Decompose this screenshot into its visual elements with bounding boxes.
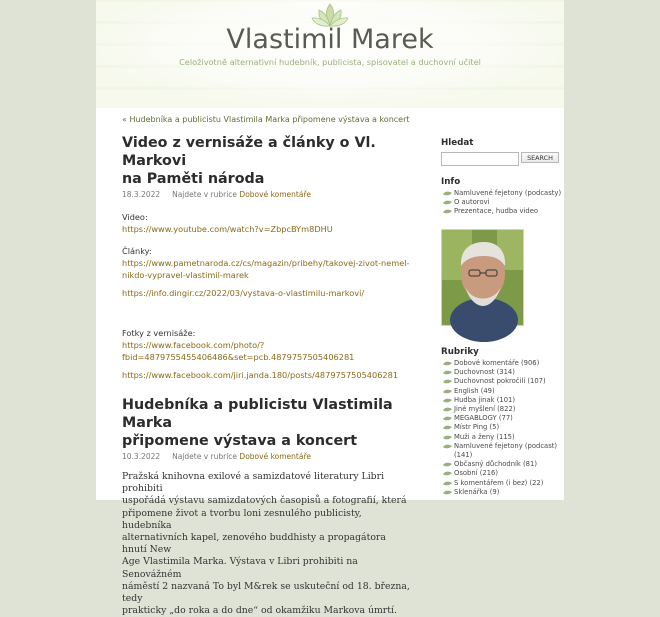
rubrika-label[interactable]: MEGABLOGY (77): [454, 414, 513, 423]
leaf-bullet-icon: [443, 370, 452, 375]
post-title-line[interactable]: na Paměti národa: [122, 171, 265, 187]
post-excerpt: [122, 471, 412, 617]
leaf-bullet-icon: [443, 379, 452, 384]
article-link-line[interactable]: nikdo-vypravel-vlastimil-marek: [122, 270, 249, 280]
rubrika-item[interactable]: [441, 469, 563, 478]
rubrika-item[interactable]: [441, 488, 563, 497]
info-item[interactable]: [441, 189, 563, 198]
rubrika-item[interactable]: [441, 387, 563, 396]
info-list: [441, 189, 563, 217]
excerpt-line: náměstí 2 nazvaná To byl M&rek se uskuteční od 18. března, tedy: [122, 580, 410, 605]
rubrika-label[interactable]: Duchovnost (314): [454, 368, 515, 377]
info-item-label[interactable]: O autorovi: [454, 198, 490, 207]
leaf-bullet-icon: [443, 398, 452, 403]
page: [96, 0, 564, 617]
video-link[interactable]: https://www.youtube.com/watch?v=ZbpcBYm8DHU: [122, 224, 333, 234]
rubrika-item[interactable]: [441, 405, 563, 414]
leaf-bullet-icon: [443, 462, 452, 467]
rubrika-label[interactable]: Místr Ping (5): [454, 423, 500, 432]
leaf-bullet-icon: [443, 435, 452, 440]
post-meta: [122, 190, 412, 199]
category-link[interactable]: Dobové komentáře: [239, 190, 311, 199]
article-link[interactable]: https://info.dingir.cz/2022/03/vystava-o-vlastimilu-markovi/: [122, 288, 365, 298]
breadcrumb-arrow: «: [122, 115, 127, 124]
rubrika-label[interactable]: Osobní (216): [454, 469, 498, 478]
search-input[interactable]: [441, 152, 519, 166]
leaf-bullet-icon: [443, 425, 452, 430]
excerpt-line: prakticky „do roka a do dne“ od okamžiku Markova úmrtí.: [122, 605, 397, 617]
site-header: [96, 0, 564, 108]
rubrika-label[interactable]: Občasný důchodník (81): [454, 460, 537, 469]
photo-link[interactable]: https://www.facebook.com/jiri.janda.180/posts/4879757505406281: [122, 370, 399, 380]
leaf-bullet-icon: [443, 444, 452, 449]
leaf-bullet-icon: [443, 200, 452, 205]
post-date: 18.3.2022: [122, 190, 161, 199]
category-prefix: Najdete v rubrice: [172, 190, 238, 199]
rubrika-label[interactable]: Dobové komentáře (906): [454, 359, 540, 367]
rubrika-label[interactable]: S komentářem (i bez) (22): [454, 478, 544, 487]
post-date: 10.3.2022: [122, 452, 161, 461]
rubrika-label[interactable]: Sklenářka (9): [454, 487, 500, 496]
author-portrait-icon: [442, 230, 523, 325]
post-article: [122, 396, 412, 617]
post-meta: [122, 452, 412, 461]
rubrika-item[interactable]: [441, 396, 563, 405]
post-title-line[interactable]: Hudebníka a publicistu Vlastimila Marka: [122, 397, 393, 431]
excerpt-line: alternativních kapel, zenového buddhisty a propagátora hnutí New: [122, 532, 386, 556]
info-item[interactable]: [441, 207, 563, 216]
rubrika-item[interactable]: [441, 377, 563, 386]
rubrika-item[interactable]: [441, 442, 563, 460]
search-widget-title: Hledat: [441, 138, 474, 148]
main-content: [122, 134, 412, 617]
rubrika-label[interactable]: (141): [454, 451, 473, 460]
excerpt-line: uspořádá výstavu samizdatových časopisů a fotografií, která: [122, 495, 407, 507]
leaf-bullet-icon: [443, 209, 452, 214]
photo-link[interactable]: [122, 340, 354, 362]
rubrika-item[interactable]: [441, 368, 563, 377]
site-tagline: Celoživotně alternativní hudebník, publicista, spisovatel a duchovní učitel: [179, 57, 481, 67]
rubrika-item[interactable]: [441, 479, 563, 488]
articles-label: Články:: [122, 246, 152, 256]
post-title-line[interactable]: Video z vernisáže a články o Vl. Markovi: [122, 135, 376, 169]
leaf-bullet-icon: [443, 389, 452, 394]
rubrika-label[interactable]: Jiné myšlení (822): [454, 405, 516, 414]
rubrika-item[interactable]: [441, 460, 563, 469]
excerpt-line: připomene život a tvorbu loni zesnulého publicisty, hudebníka: [122, 507, 362, 531]
info-widget-title: Info: [441, 177, 461, 187]
rubrika-label[interactable]: English (49): [454, 386, 495, 395]
rubrika-item[interactable]: [441, 423, 563, 432]
info-item[interactable]: [441, 198, 563, 207]
leaf-bullet-icon: [443, 191, 452, 196]
site-title[interactable]: Vlastimil Marek: [226, 24, 434, 55]
rubrika-label[interactable]: Duchovnost pokročilí (107): [454, 377, 546, 386]
author-photo[interactable]: [441, 229, 524, 326]
rubriky-list: [441, 359, 563, 497]
rubrika-label[interactable]: Muži a ženy (115): [454, 432, 515, 441]
leaf-bullet-icon: [443, 416, 452, 421]
rubrika-item[interactable]: [441, 414, 563, 423]
leaf-bullet-icon: [443, 361, 452, 366]
video-label: Video:: [122, 212, 148, 222]
rubriky-widget-title: Rubriky: [441, 347, 479, 357]
post-article: [122, 134, 412, 381]
excerpt-line: Pražská knihovna exilové a samizdatové literatury Libri prohibiti: [122, 471, 385, 495]
info-item-label[interactable]: Prezentace, hudba video: [454, 207, 539, 216]
category-link[interactable]: Dobové komentáře: [239, 452, 311, 461]
rubrika-label[interactable]: Namluvené fejetony (podcast): [454, 441, 558, 450]
photos-label: Fotky z vernisáže:: [122, 328, 196, 338]
article-link-line[interactable]: https://www.pametnaroda.cz/cs/magazin/pribehy/takovej-zivot-nemel-: [122, 258, 410, 268]
article-link[interactable]: [122, 258, 409, 280]
previous-post-link[interactable]: Hudebníka a publicistu Vlastimila Marka připomene výstava a koncert: [129, 115, 410, 124]
breadcrumb: [122, 115, 410, 124]
leaf-bullet-icon: [443, 407, 452, 412]
post-title-line[interactable]: připomene výstava a koncert: [122, 433, 358, 449]
leaf-bullet-icon: [443, 481, 452, 486]
leaf-bullet-icon: [443, 471, 452, 476]
category-prefix: Najdete v rubrice: [172, 452, 238, 461]
leaf-bullet-icon: [443, 490, 452, 495]
rubrika-item[interactable]: [441, 433, 563, 442]
info-item-label[interactable]: Namluvené fejetony (podcasty): [454, 189, 562, 197]
rubrika-label[interactable]: Hudba jinak (101): [454, 395, 515, 404]
photo-link-line[interactable]: https://www.facebook.com/photo/?: [122, 340, 265, 350]
photo-link-line[interactable]: fbid=4879755455406486&set=pcb.4879757505406281: [122, 352, 355, 362]
excerpt-line: Age Vlastimila Marka. Výstava v Libri prohibiti na Senovážném: [122, 556, 358, 580]
rubrika-item[interactable]: [441, 359, 563, 368]
post-title[interactable]: [122, 396, 412, 450]
post-title[interactable]: [122, 134, 412, 188]
post-body: [122, 211, 412, 381]
search-button[interactable]: SEARCH: [521, 152, 559, 163]
